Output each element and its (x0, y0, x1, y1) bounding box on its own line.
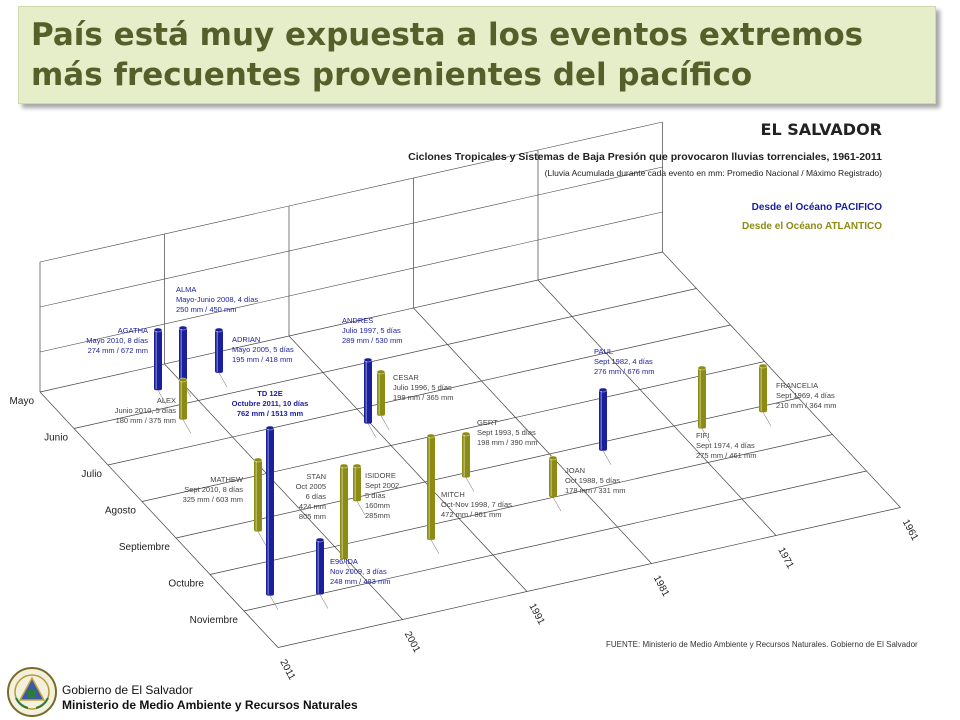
event-detail-label: Oct 1988, 5 días (565, 476, 621, 485)
event-detail-label: 178 mm / 331 mm (565, 486, 626, 495)
event-bar-top (316, 538, 324, 542)
event-bar-top (353, 464, 361, 468)
month-tick-label: Julio (81, 469, 102, 480)
event-name-label: CESAR (393, 373, 419, 382)
event-detail-label: 276 mm / 676 mm (594, 367, 655, 376)
event-bar (599, 390, 607, 451)
event-bar (427, 436, 435, 540)
event-name-label: GERT (477, 418, 498, 427)
event-detail-label: 195 mm / 418 mm (232, 355, 293, 364)
event-bar (179, 380, 187, 420)
event-bar (759, 366, 767, 412)
event-bar-top (154, 328, 162, 332)
event-bar-top (599, 388, 607, 392)
event-leader (431, 540, 439, 554)
event-name-label: ADRIAN (232, 335, 261, 344)
event-detail-label: 180 mm / 375 mm (115, 416, 176, 425)
event-bar-highlight (429, 437, 431, 539)
event-detail-label: Julio 1996, 5 días (393, 383, 452, 392)
event-detail-label: Sept 2010, 8 días (184, 485, 243, 494)
event-detail-label: Oct 2005 (295, 482, 326, 491)
event-bar-highlight (464, 435, 466, 477)
event-bar-alex (179, 378, 191, 434)
event-name-label: MITCH (441, 490, 465, 499)
month-tick-label: Mayo (9, 396, 34, 407)
event-bar-francelia (759, 364, 771, 426)
event-name-label: ALEX (156, 396, 176, 405)
event-detail-label: 248 mm / 483 mm (330, 577, 391, 586)
month-tick-label: Noviembre (189, 615, 238, 626)
event-bar (215, 330, 223, 373)
year-gridline (538, 280, 776, 536)
event-bar-paul (599, 388, 611, 465)
event-bar-top (377, 370, 385, 374)
event-bar-top (462, 432, 470, 436)
event-leader (219, 373, 227, 387)
event-bar-top (179, 378, 187, 382)
event-bar (254, 460, 262, 532)
event-detail-label: 275 mm / 461 mm (696, 451, 757, 460)
event-bar (154, 330, 162, 390)
event-bar-top (698, 366, 706, 370)
event-bar (353, 466, 361, 501)
event-bar-highlight (342, 467, 344, 558)
event-bar (364, 360, 372, 424)
event-bar (698, 368, 706, 429)
event-detail-label: 325 mm / 603 mm (182, 495, 243, 504)
event-detail-label: 160mm (365, 501, 391, 510)
event-bar-highlight (181, 329, 183, 382)
event-bar-adrian (215, 328, 227, 387)
event-bar-highlight (551, 459, 553, 496)
footer-government: Gobierno de El Salvador (62, 683, 193, 697)
event-bar-top (759, 364, 767, 368)
event-bar-highlight (379, 373, 381, 415)
event-bar-isidore (353, 464, 365, 515)
event-detail-label: Julio 1997, 5 días (342, 326, 401, 335)
event-bar-highlight (355, 467, 357, 500)
event-detail-label: Nov 2009, 3 días (330, 567, 387, 576)
year-tick-label: 1991 (526, 601, 547, 627)
slide-title: País está muy expuesta a los eventos extremos más frecuentes provenientes del pacífico (31, 17, 864, 93)
event-bar-highlight (217, 331, 219, 372)
government-seal-icon (6, 666, 58, 718)
event-name-label: MATHEW (210, 475, 243, 484)
event-bar-top (179, 326, 187, 330)
footer-ministry: Ministerio de Medio Ambiente y Recursos Naturales (62, 698, 358, 712)
event-detail-label: 424 mm (298, 502, 326, 511)
event-bar-top (254, 458, 262, 462)
event-detail-label: 210 mm / 364 mm (776, 401, 837, 410)
event-leader (381, 416, 389, 430)
event-name-label: PAUL (594, 347, 614, 356)
event-bar-top (427, 434, 435, 438)
month-tick-label: Septiembre (118, 542, 170, 553)
event-leader (357, 501, 365, 515)
year-tick-label: 1981 (650, 573, 672, 599)
event-bar-highlight (156, 331, 158, 389)
event-bar-highlight (700, 369, 702, 428)
back-wall-line (40, 167, 663, 307)
event-detail-label: 472 mm / 861 mm (441, 510, 502, 519)
year-tick-label: 2001 (401, 629, 423, 655)
event-detail-label: Sept 1974, 4 días (696, 441, 755, 450)
event-bar-td-12e (266, 426, 278, 610)
back-wall-line (40, 122, 663, 262)
event-detail-label: Octubre 2011, 10 días (231, 399, 309, 408)
event-detail-label: 5 días (365, 491, 386, 500)
event-bar-gert (462, 432, 474, 492)
event-leader (763, 412, 771, 426)
event-detail-label: 250 mm / 450 mm (176, 305, 237, 314)
event-bar-top (266, 426, 274, 430)
event-leader (270, 596, 278, 610)
event-detail-label: Sept 1969, 4 días (776, 391, 835, 400)
event-bar-highlight (181, 381, 183, 419)
month-tick-label: Octubre (168, 578, 204, 590)
event-bar-highlight (366, 361, 368, 423)
event-leader (553, 497, 561, 511)
event-detail-label: 199 mm / 365 mm (393, 393, 454, 402)
event-bar-top (364, 358, 372, 362)
event-bar (340, 466, 348, 559)
event-detail-label: 274 mm / 672 mm (87, 346, 148, 355)
event-detail-label: Mayo 2010, 8 días (86, 336, 148, 345)
legend-pacific: Desde el Océano PACIFICO (751, 202, 882, 213)
month-tick-label: Agosto (104, 505, 136, 517)
year-tick-label: 1961 (899, 517, 921, 543)
event-name-label: FIFI (696, 431, 710, 440)
event-leader (368, 424, 376, 438)
event-bar (462, 434, 470, 478)
event-bar-highlight (318, 541, 320, 594)
event-bar-highlight (601, 391, 603, 450)
event-leader (603, 451, 611, 465)
event-bar (549, 458, 557, 497)
year-tick-label: 1971 (775, 545, 796, 571)
event-detail-label: Sept 1982, 4 días (594, 357, 653, 366)
event-bar (266, 428, 274, 596)
month-tick-label: Junio (44, 432, 68, 444)
event-detail-label: Sept 2002 (365, 481, 400, 490)
event-leader (466, 478, 474, 492)
event-name-label: ANDRES (342, 316, 374, 325)
event-name-label: AGATHA (117, 326, 148, 335)
chart-title: EL SALVADOR (760, 120, 882, 139)
event-bar (179, 328, 187, 383)
event-detail-label: Oct-Nov 1998, 7 días (441, 500, 512, 509)
event-name-label: ISIDORE (365, 471, 396, 480)
event-leader (320, 595, 328, 609)
event-detail-label: Junio 2010, 5 días (114, 406, 176, 415)
event-bar-andres (364, 358, 376, 438)
event-detail-label: Sept 1993, 5 días (477, 428, 536, 437)
event-detail-label: 805 mm (298, 512, 326, 521)
year-tick-label: 2011 (277, 657, 298, 682)
event-detail-label: 6 días (305, 492, 326, 501)
event-leader (183, 420, 191, 434)
event-bar (316, 540, 324, 595)
event-bar-cesar (377, 370, 389, 430)
event-name-label: JOAN (565, 466, 586, 475)
event-detail-label: 285mm (365, 511, 391, 520)
event-bar-mitch (427, 434, 439, 554)
chart-subtitle: Ciclones Tropicales y Sistemas de Baja Presión que provocaron lluvias torrenciales, 1961-2011 (408, 151, 882, 163)
event-name-label: TD 12E (257, 389, 283, 398)
event-detail-label: Mayo-Junio 2008, 4 días (176, 295, 259, 304)
event-bar-top (549, 456, 557, 460)
event-bar-highlight (256, 461, 258, 531)
event-detail-label: 762 mm / 1513 mm (236, 409, 304, 418)
event-detail-label: 289 mm / 530 mm (342, 336, 403, 345)
event-bar-highlight (761, 367, 763, 411)
event-bar (377, 372, 385, 416)
event-name-label: STAN (306, 472, 326, 481)
event-name-label: E96/IDA (330, 557, 358, 566)
legend-atlantic: Desde el Océano ATLANTICO (741, 221, 882, 232)
event-name-label: FRANCELIA (776, 381, 819, 390)
event-detail-label: Mayo 2005, 5 días (232, 345, 294, 354)
year-gridline (40, 392, 278, 648)
event-name-label: ALMA (176, 285, 197, 294)
event-bar-top (340, 464, 348, 468)
event-leader (258, 532, 266, 546)
event-bar-highlight (268, 429, 270, 595)
event-bar-top (215, 328, 223, 332)
chart-note: (Lluvia Acumulada durante cada evento en mm: Promedio Nacional / Máximo Registrado) (544, 168, 882, 178)
event-detail-label: 198 mm / 390 mm (477, 438, 538, 447)
chart-source: FUENTE: Ministerio de Medio Ambiente y Recursos Naturales. Gobierno de El Salvador (606, 640, 918, 649)
